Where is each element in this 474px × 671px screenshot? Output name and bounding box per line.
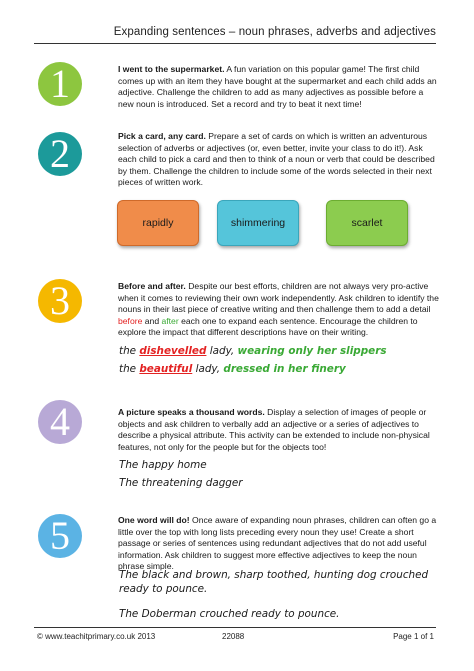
example-2-after-phrase: dressed in her finery [223,363,346,375]
word-card-shimmering: shimmering [217,200,299,246]
footer-page-of: of [418,632,430,641]
section-2-body: Prepare a set of cards on which is written an adventurous selection of adverbs or adjectives (or, even better, invite your class to do it!). Ask each child to pick a card and then to think of a noun or verb that could be described by them. Challenge the children to include some of the words selected in their next pieces of written work. [118,131,435,188]
example-phrase-threatening-dagger: The threatening dagger [119,477,243,489]
word-after: after [161,315,179,326]
section-3-body-a: Despite our best efforts, children are not always very pro-active when it comes to reviewing their own work independently. Ask children to identify the nouns in their last piece of creative writing and then challenge them to add a detail [118,281,439,315]
section-2-heading: Pick a card, any card. [118,131,206,141]
footer-divider [34,627,436,628]
section-1-heading: I went to the supermarket. [118,64,225,74]
section-4-heading: A picture speaks a thousand words. [118,407,265,417]
example-short-sentence: The Doberman crouched ready to pounce. [119,608,340,620]
section-5-body: Once aware of expanding noun phrases, children can often go a little over the top with long lists preceding every noun they use! Create a short passage or series of sentences using redundant adjectives that do not add useful information. Ask children to suggest more effective adjectives to keep the noun phrase simple. [118,515,437,572]
example-2-part-a: the [119,363,140,375]
footer-page-number [393,632,434,641]
footer-page-prefix: Page [393,632,414,641]
footer-page-current: 1 [413,632,419,641]
header-divider [34,43,436,44]
word-before: before [118,315,143,326]
section-1-body: A fun variation on this popular game! The first child comes up with an item they have bought at the supermarket and each child adds an adjective. Challenge the children to add as many adjectives as possible before a new noun is introduced. Set a record and try to beat it next time! [118,64,437,109]
example-sentence-1 [119,345,387,357]
word-card-rapidly: rapidly [117,200,199,246]
section-2 [118,131,440,189]
step-number-2: 2 [38,132,82,176]
section-1 [118,64,440,110]
step-number-1: 1 [38,62,82,106]
example-2-before-word: beautiful [139,363,193,375]
example-1-after-phrase: wearing only her slippers [237,345,387,357]
section-3 [118,281,440,339]
section-4-body: Display a selection of images of people or objects and ask children to verbally add an adjective or a series of adjectives to describe a physical attribute. This activity can be extended to include non-physical features, not only for the people but for the objects too! [118,407,430,452]
step-number-3: 3 [38,279,82,323]
section-3-body-b: and [142,315,162,326]
example-1-part-b: lady, [206,345,238,357]
example-long-sentence: The black and brown, sharp toothed, hunting dog crouched ready to pounce. [119,569,429,595]
step-number-5: 5 [38,514,82,558]
example-1-before-word: dishevelled [139,345,207,357]
section-4 [118,407,440,453]
section-3-heading: Before and after. [118,281,186,291]
footer-resource-code: 22088 [222,632,245,641]
example-2-part-b: lady, [192,363,224,375]
word-card-scarlet: scarlet [326,200,408,246]
footer-copyright: © www.teachitprimary.co.uk 2013 [37,632,156,641]
word-cards [117,200,417,246]
section-5-heading: One word will do! [118,515,190,525]
footer-page-total: 1 [429,632,434,641]
example-sentence-2 [119,363,346,375]
example-1-part-a: the [119,345,140,357]
section-5 [118,515,440,573]
step-number-4: 4 [38,400,82,444]
section-3-body-c: each one to expand each sentence. Encourage the children to explore the impact that different descriptions have on their writing. [118,315,418,338]
page-title: Expanding sentences – noun phrases, adverbs and adjectives [113,26,436,38]
example-phrase-happy-home: The happy home [119,459,207,471]
